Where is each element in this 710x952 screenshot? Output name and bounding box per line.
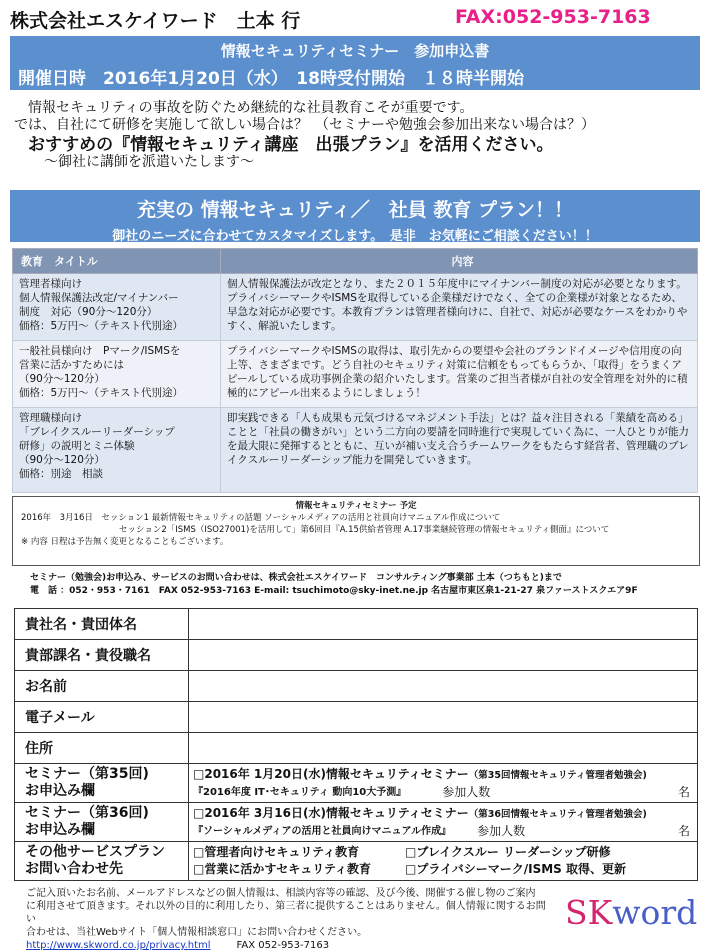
intro-line-2: では、自社にて研修を実施して欲しい場合は？ （セミナーや勉強会参加出来ない場合は？） — [14, 117, 595, 133]
seminar36-field[interactable] — [189, 803, 698, 842]
skword-logo — [565, 893, 697, 932]
course-title — [13, 274, 221, 341]
table-row — [13, 341, 698, 408]
seminar36-checkbox-label[interactable]: □2016年 3月16日(水)情報セキュリティセミナー — [193, 805, 469, 820]
course-title-line: 価格：別途 相談 — [19, 468, 103, 480]
seminar35-count-label: 参加人数 — [442, 784, 491, 799]
course-title-line: 管理職様向け — [19, 412, 82, 424]
other-services-label-line: お問い合わせ先 — [25, 861, 123, 877]
seminar36-count-label: 参加人数 — [477, 823, 526, 838]
course-title-line: （90分～120分） — [19, 454, 105, 466]
privacy-line: ご記入頂いたお名前、メールアドレスなどの個人情報は、相談内容等の確認、及び今後、開催する催し物のご案内 — [26, 888, 536, 899]
seminar36-sub: （第36回情報セキュリティ管理者勉強会) — [468, 808, 647, 820]
privacy-notice — [26, 887, 546, 952]
contact-line: セミナー（勉強会)お申込み、サービスのお問い合わせは、株式会社エスケイワード コンサルティング事業部 土本（つちもと)まで — [30, 573, 562, 583]
table-row — [13, 274, 698, 341]
course-content: 個人情報保護法が改定となり、また２０１５年度中にマイナンバー制度の対応が必要となります。プライバシーマークやISMSを取得している企業様だけでなく、全ての企業様が対象となるため、早急な対応が必要です。本教育プランは管理者様向けに、自社で、対応が必要なケースをわかりやすく、解説いたします。 — [221, 274, 698, 341]
seminar35-label-line: お申込み欄 — [25, 783, 95, 799]
logo-text-word: word — [612, 893, 698, 932]
schedule-box — [12, 496, 700, 566]
header-content: 内容 — [221, 249, 698, 274]
header-title: 教育 タイトル — [13, 249, 221, 274]
company-field[interactable] — [189, 609, 698, 640]
course-table — [12, 248, 698, 493]
service-option-2[interactable]: □ブレイクスルー リーダーシップ研修 — [405, 845, 611, 859]
schedule-line: セッション2「ISMS（ISO27001)を活用して」第6回目『A.15供給者管理 A.17事業継続管理の情報セキュリティ側面』について — [119, 525, 610, 535]
name-field[interactable] — [189, 671, 698, 702]
course-title — [13, 408, 221, 493]
course-title-line: 研修」の説明とミニ体験 — [19, 440, 135, 452]
address-label: 住所 — [15, 733, 189, 764]
plan-title: 充実の 情報セキュリティ／ 社員 教育 プラン！！ — [137, 199, 573, 221]
seminar35-topic: 『2016年度 IT･セキュリティ 動向10大予測』 — [193, 786, 407, 798]
email-label: 電子メール — [15, 702, 189, 733]
service-option-1[interactable]: □管理者向けセキュリティ教育 — [193, 845, 360, 859]
department-label: 貴部課名・貴役職名 — [15, 640, 189, 671]
intro-text — [14, 100, 704, 171]
course-title-line: 価格：5万円～（テキスト代別途） — [19, 387, 183, 399]
seminar35-sub: （第35回情報セキュリティ管理者勉強会) — [468, 769, 647, 781]
privacy-link[interactable]: http://www.skword.co.jp/privacy.html — [26, 940, 211, 951]
table-row — [13, 408, 698, 493]
plan-subtitle: 御社のニーズに合わせてカスタマイズします。 是非 お気軽にご相談ください！！ — [112, 229, 598, 244]
seminar36-label-line: セミナー（第36回) — [25, 805, 149, 821]
privacy-line: 合わせは、当社Webサイト「個人情報相談窓口」にお問い合わせください。 — [26, 927, 368, 938]
intro-line-1: 情報セキュリティの事故を防ぐため継続的な社員教育こそが重要です。 — [28, 100, 474, 116]
schedule-note: ※ 内容 日程は予告無く変更となることもございます。 — [21, 537, 229, 547]
seminar36-topic: 『ソーシャルメディアの活用と社員向けマニュアル作成』 — [193, 825, 452, 837]
course-content: プライバシーマークやISMSの取得は、取引先からの要望や会社のブランドイメージや信用度の向上等、さまざまです。どう自社のセキュリティ対策に信頼をもってもらうか、「取得」をうまくアピールしている成功事例企業の紹介いたします。営業のご担当者様が自社の安全管理を対外的に積極的にアピール出来るようにしましょう！ — [221, 341, 698, 408]
schedule-title: 情報セキュリティセミナー 予定 — [295, 501, 417, 511]
seminar36-label-line: お申込み欄 — [25, 822, 95, 838]
course-title-line: 「ブレイクスルーリーダーシップ — [19, 426, 175, 438]
contact-info — [30, 572, 700, 598]
seminar36-label — [15, 803, 189, 842]
course-title-line: 営業に活かすためには — [19, 359, 124, 371]
table-header-row — [13, 249, 698, 274]
course-title-line: 価格：5万円～（テキスト代別途） — [19, 320, 183, 332]
intro-line-4: ～御社に講師を派遣いたします～ — [44, 154, 254, 170]
plan-banner — [10, 190, 700, 242]
course-content: 即実践できる「人も成果も元気づけるマネジメント手法」とは？益々注目される「業績を高める」ことと「社員の働きがい」という二方向の要請を同時進行で実現していく為に、一人ひとりが能力を最大限に発揮するとともに、互いが補い支え合うチームワークをもたらす経営者、管理職のブレイクスルーリーダーシップ能力を開発していきます。 — [221, 408, 698, 493]
email-field[interactable] — [189, 702, 698, 733]
course-title-line: 制度 対応（90分～120分） — [19, 306, 158, 318]
course-title-line: （90分～120分） — [19, 373, 105, 385]
course-title-line: 個人情報保護法改定/マイナンバー — [19, 292, 179, 304]
privacy-line: に利用させて頂きます。それ以外の目的に利用したり、第三者に提供することはありません。個人情報に関するお問い — [26, 901, 546, 925]
service-option-4[interactable]: □プライバシーマーク/ISMS 取得、更新 — [405, 862, 626, 876]
footer-fax: FAX 052-953-7163 — [236, 940, 330, 951]
seminar36-unit: 名 — [677, 823, 690, 838]
company-name: 株式会社エスケイワード 土本 行 — [10, 10, 301, 32]
course-title — [13, 341, 221, 408]
application-form — [14, 608, 698, 881]
seminar35-label — [15, 764, 189, 803]
logo-text-sk: SK — [565, 893, 613, 932]
other-services-field[interactable] — [189, 842, 698, 881]
course-title-line: 管理者様向け — [19, 278, 82, 290]
contact-line: 電 話 ：052・953・7161 FAX 052-953-7163 E-mail: tsuchimoto@sky-inet.ne.jp 名古屋市東区泉1-21-27 泉ファーストスクエア9F — [30, 586, 638, 596]
seminar35-field[interactable] — [189, 764, 698, 803]
course-title-line: 一般社員様向け Pマーク/ISMSを — [19, 345, 181, 357]
seminar35-unit: 名 — [677, 784, 690, 799]
other-services-label — [15, 842, 189, 881]
fax-number: FAX:052-953-7163 — [455, 6, 651, 28]
schedule-line: 2016年 3月16日 セッション1 最新情報セキュリティの話題 ソーシャルメディアの活用と社員向けマニュアル作成について — [21, 513, 501, 523]
address-field[interactable] — [189, 733, 698, 764]
seminar-title: 情報セキュリティセミナー 参加申込書 — [220, 42, 490, 60]
department-field[interactable] — [189, 640, 698, 671]
seminar-date: 開催日時 2016年1月20日（水） 18時受付開始 １８時半開始 — [18, 69, 524, 89]
name-label: お名前 — [15, 671, 189, 702]
intro-line-3: おすすめの『情報セキュリティ講座 出張プラン』を活用ください。 — [28, 135, 554, 155]
seminar35-label-line: セミナー（第35回) — [25, 766, 149, 782]
service-option-3[interactable]: □営業に活かすセキュリティ教育 — [193, 862, 372, 876]
seminar-banner — [10, 36, 700, 90]
company-label: 貴社名・貴団体名 — [15, 609, 189, 640]
seminar35-checkbox-label[interactable]: □2016年 1月20日(水)情報セキュリティセミナー — [193, 766, 469, 781]
other-services-label-line: その他サービスプラン — [25, 844, 165, 860]
